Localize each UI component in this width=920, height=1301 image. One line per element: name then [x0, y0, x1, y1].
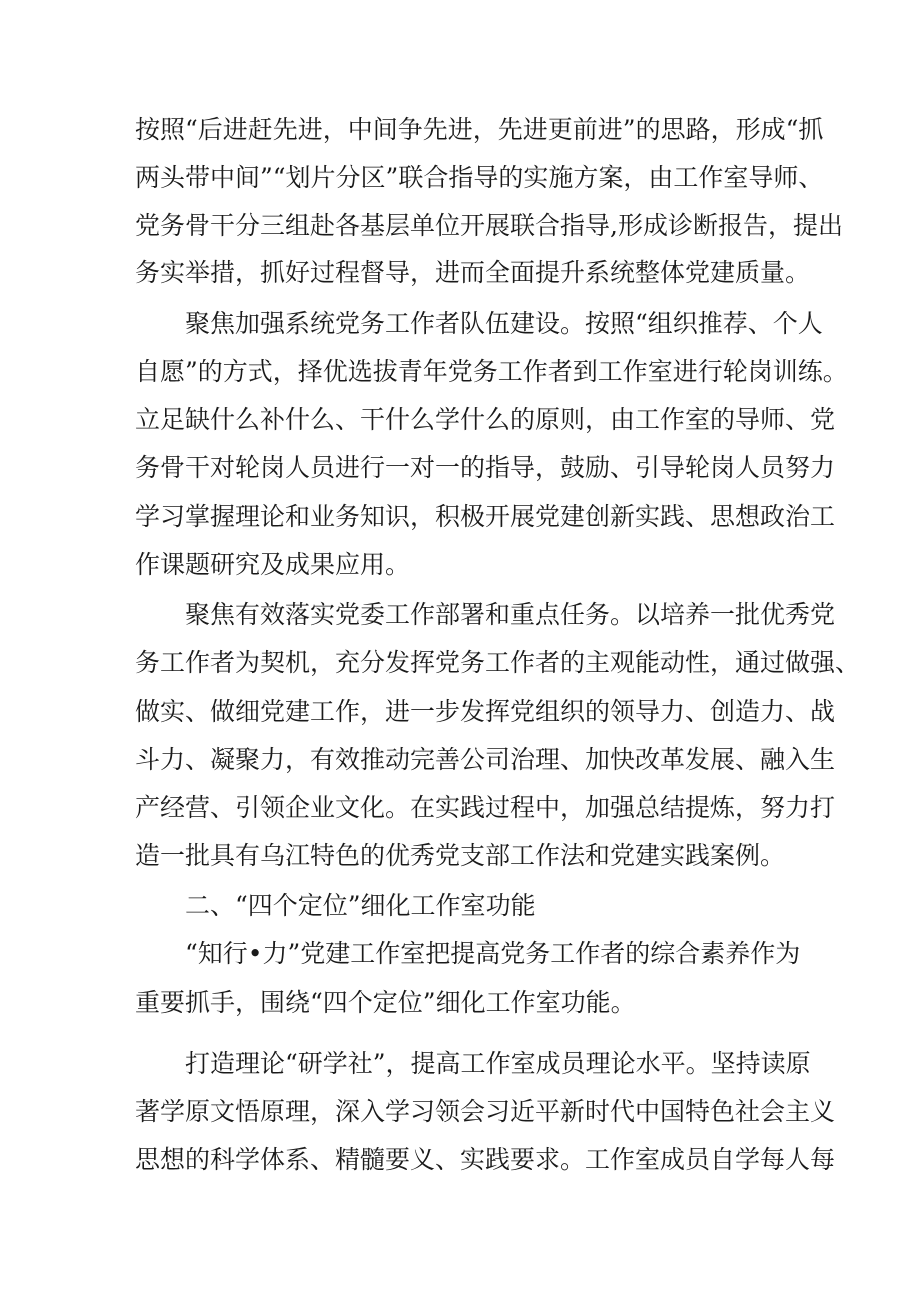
section-heading: 二、“四个定位”细化工作室功能: [185, 891, 536, 920]
paragraph-3-line-4: 斗力、凝聚力，有效推动完善公司治理、加快改革发展、融入生: [135, 745, 836, 774]
paragraph-3-line-6: 造一批具有乌江特色的优秀党支部工作法和党建实践案例。: [135, 841, 786, 870]
paragraph-4-line-1: “知行•力”党建工作室把提高党务工作者的综合素养作为: [185, 939, 801, 968]
paragraph-5-line-1: 打造理论“研学社”，提高工作室成员理论水平。坚持读原: [185, 1049, 811, 1078]
paragraph-3-line-3: 做实、做细党建工作，进一步发挥党组织的领导力、创造力、战: [135, 697, 836, 726]
paragraph-4-line-2: 重要抓手，围绕“四个定位”细化工作室功能。: [135, 988, 636, 1017]
paragraph-5-line-3: 思想的科学体系、精髓要义、实践要求。工作室成员自学每人每: [135, 1145, 836, 1174]
paragraph-2-line-2: 自愿”的方式，择优选拔青年党务工作者到工作室进行轮岗训练。: [135, 357, 848, 386]
paragraph-1-line-1: 按照“后进赶先进，中间争先进，先进更前进”的思路，形成“抓: [135, 115, 824, 144]
paragraph-1-line-4: 务实举措，抓好过程督导，进而全面提升系统整体党建质量。: [135, 258, 811, 287]
paragraph-2-line-3: 立足缺什么补什么、干什么学什么的原则，由工作室的导师、党: [135, 405, 836, 434]
paragraph-3-line-5: 产经营、引领企业文化。在实践过程中，加强总结提炼，努力打: [135, 793, 836, 822]
paragraph-1-line-3: 党务骨干分三组赴各基层单位开展联合指导,形成诊断报告，提出: [135, 211, 843, 240]
paragraph-2-line-1: 聚焦加强系统党务工作者队伍建设。按照“组织推荐、个人: [185, 309, 823, 338]
paragraph-3-line-2: 务工作者为契机，充分发挥党务工作者的主观能动性，通过做强、: [135, 648, 861, 677]
paragraph-2-line-6: 作课题研究及成果应用。: [135, 550, 411, 579]
paragraph-5-line-2: 著学原文悟原理，深入学习领会习近平新时代中国特色社会主义: [135, 1097, 836, 1126]
paragraph-2-line-5: 学习掌握理论和业务知识，积极开展党建创新实践、思想政治工: [135, 502, 836, 531]
paragraph-3-line-1: 聚焦有效落实党委工作部署和重点任务。以培养一批优秀党: [185, 600, 836, 629]
paragraph-1-line-2: 两头带中间”“划片分区”联合指导的实施方案，由工作室导师、: [135, 163, 824, 192]
paragraph-2-line-4: 务骨干对轮岗人员进行一对一的指导，鼓励、引导轮岗人员努力: [135, 453, 836, 482]
